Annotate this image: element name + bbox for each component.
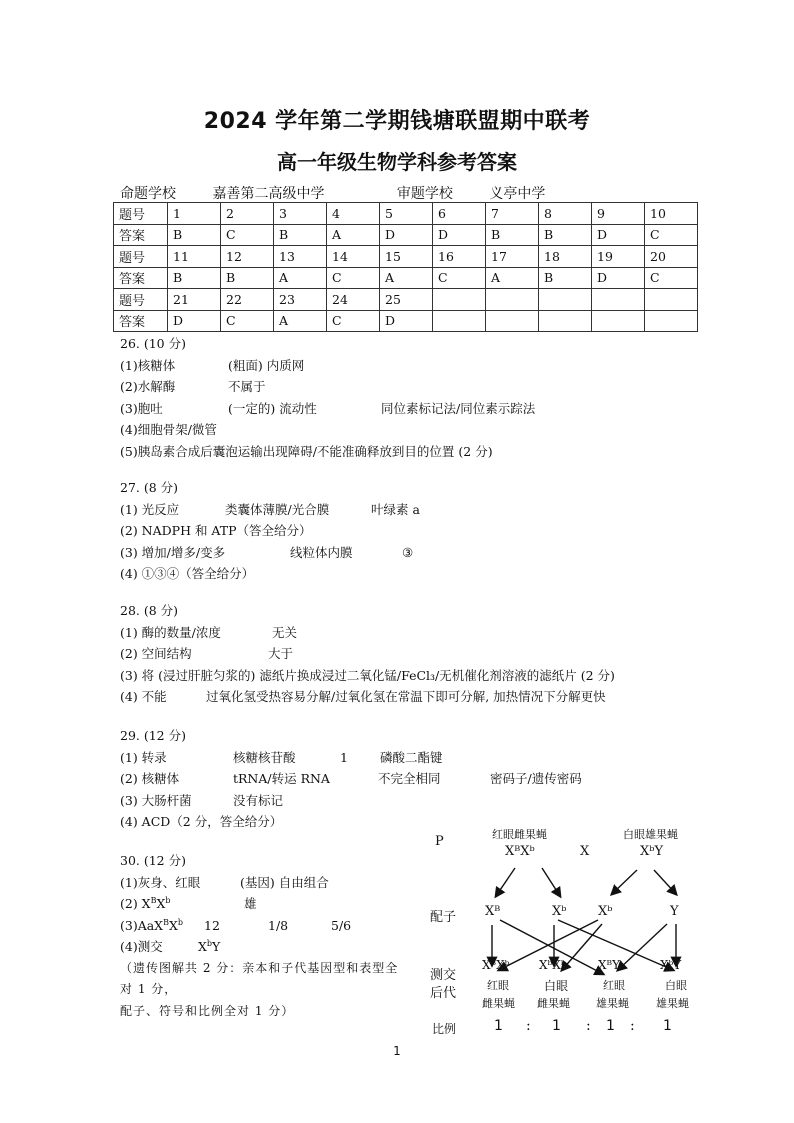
q26-heading: 26. (10 分) [120,336,186,351]
q28-answer: 过氧化氢受热容易分解/过氧化氢在常温下即可分解, 加热情况下分解更快 [206,689,606,704]
q30-heading: 30. (12 分) [120,853,186,868]
q30-answer [120,915,183,937]
q29-answer: tRNA/转运 RNA [233,771,330,786]
genetic-cross-diagram [420,820,710,1040]
ratio-sep: : [526,1018,531,1034]
arrow [542,868,560,896]
q27-answer: 类囊体薄膜/光合膜 [225,501,330,517]
answer-letter: B [486,224,539,246]
row-header: 题号 [114,289,168,311]
q29-answer: (2) 核糖体 [120,771,180,786]
question-number [486,289,539,311]
q27-answer: (4) ①③④（答全给分） [120,566,255,581]
school-info [120,183,545,203]
question-number: 6 [433,203,486,225]
reviewer-school: 义亭中学 [489,186,546,202]
setter-label: 命题学校 [120,186,176,202]
answer-letter: D [380,224,433,246]
answer-letter [486,310,539,332]
offspring-sex: 雄果蝇 [656,997,689,1010]
question-number: 17 [486,246,539,268]
answer-letter [645,310,698,332]
question-number [592,289,645,311]
q26-answer: (1)核糖体 [120,357,176,373]
offspring-eye: 红眼 [487,979,509,992]
answer-letter: D [592,224,645,246]
answer-letter: C [645,267,698,289]
q30-note: （遗传图解共 2 分：亲本和子代基因型和表型全 [120,960,399,975]
question-number: 22 [221,289,274,311]
male-parent-label: 白眼雄果蝇 [623,828,678,841]
question-number: 16 [433,246,486,268]
q30-answer: (基因) 自由组合 [240,874,329,890]
q27-answer: (1) 光反应 [120,501,180,517]
page-title: 2024 学年第二学期钱塘联盟期中联考 [203,109,591,134]
q30-sup: b [177,917,184,927]
answer-letter: B [168,267,221,289]
answer-letter: D [433,224,486,246]
q27-answer: (2) NADPH 和 ATP（答全给分） [120,523,312,538]
offspring-label: 后代 [430,986,457,1001]
answer-letter: A [274,310,327,332]
q29-answer: (3) 大肠杆菌 [120,792,192,808]
question-number: 12 [221,246,274,268]
question-number [433,289,486,311]
ratio-sep: : [630,1018,635,1034]
ratio-value: 1 [663,1018,672,1034]
q30-answer: (1)灰身、红眼 [120,874,201,890]
question-number: 11 [168,246,221,268]
q30-note: 对 1 分， [120,982,178,996]
offspring-sex: 雌果蝇 [537,997,570,1010]
page-number: 1 [393,1044,401,1058]
offspring-genotype: XᵇXᵇ [539,958,566,972]
answer-row [114,224,698,246]
p-label: P [435,834,444,849]
q30-sup: B [163,917,169,927]
ratio-value: 1 [494,1018,503,1034]
q26-answer: (粗面) 内质网 [228,357,305,373]
question-number: 20 [645,246,698,268]
question-number: 14 [327,246,380,268]
question-number: 10 [645,203,698,225]
arrow [612,870,637,894]
question-number: 24 [327,289,380,311]
male-parent-genotype: XᵇY [640,844,664,859]
q29-answer: 核糖核苷酸 [233,749,296,765]
q30-answer: 5/6 [331,917,352,933]
q26-answer: 同位素标记法/同位素示踪法 [381,400,536,416]
q30-answer: 雄 [244,896,257,911]
question-number [645,289,698,311]
q29-answer: 没有标记 [233,792,284,808]
q30-text: (3)AaX [120,917,164,933]
question-number: 7 [486,203,539,225]
answer-letter: B [221,267,274,289]
question-number: 25 [380,289,433,311]
row-header: 答案 [114,224,168,246]
answer-letter: B [539,224,592,246]
offspring-genotype: XᵇY [660,958,682,972]
q26-answer: (一定的) 流动性 [228,400,317,416]
q30-answer [198,936,220,958]
question-number: 8 [539,203,592,225]
q26-answer: (5)胰岛素合成后囊泡运输出现障碍/不能准确释放到目的位置 (2 分) [120,443,493,459]
q29-answer: 密码子/遗传密码 [490,771,582,786]
q26-answer: (3)胞吐 [120,400,163,416]
answer-letter: C [221,310,274,332]
answer-letter [539,310,592,332]
answer-letter: C [433,267,486,289]
row-header: 答案 [114,267,168,289]
arrow [496,868,515,896]
question-number: 2 [221,203,274,225]
row-header: 题号 [114,203,168,225]
q27-answer: (3) 增加/增多/变多 [120,544,226,560]
q28-answer: (1) 酶的数量/浓度 [120,624,221,640]
reviewer-label: 审题学校 [396,186,453,202]
q27-heading: 27. (8 分) [120,480,179,495]
ratio-sep: : [586,1018,591,1034]
q30-sup: b [206,939,213,948]
q30-text: X [198,939,207,954]
offspring-genotype: XᴮY [598,958,621,972]
setter-school: 嘉善第二高级中学 [212,186,325,202]
question-number: 18 [539,246,592,268]
q26-answer: (4)细胞骨架/微管 [120,422,217,437]
question-number: 1 [168,203,221,225]
answer-letter: A [380,267,433,289]
answer-letter [592,310,645,332]
q29-answer: 1 [340,749,348,765]
offspring-label: 测交 [430,968,457,983]
q28-answer: (4) 不能 [120,689,167,704]
ratio-label: 比例 [432,1022,457,1036]
q28-answer: 无关 [272,624,298,640]
answer-letter: D [592,267,645,289]
question-number: 21 [168,289,221,311]
offspring-eye: 白眼 [544,979,569,993]
q30-answer: 1/8 [268,917,289,933]
answer-row [114,267,698,289]
q30-text: (2) X [120,896,151,911]
answer-letter: D [380,310,433,332]
answer-letter: A [486,267,539,289]
question-number: 4 [327,203,380,225]
row-header: 题号 [114,246,168,268]
q30-sup: b [165,896,171,905]
answer-letter: D [168,310,221,332]
answer-table [113,202,698,332]
q30-text: X [156,896,166,911]
gamete: Xᵇ [552,904,567,919]
q26-answer: (2)水解酶 [120,379,176,394]
q28-answer: 大于 [268,646,294,661]
female-parent-genotype: XᴮXᵇ [505,844,535,859]
q30-answer: (4)测交 [120,939,163,954]
offspring-sex: 雄果蝇 [596,997,629,1010]
page-subtitle: 高一年级生物学科参考答案 [277,150,517,174]
row-header: 答案 [114,310,168,332]
answer-letter: C [327,267,380,289]
gamete-label: 配子 [430,910,457,925]
question-number: 5 [380,203,433,225]
answer-letter: C [221,224,274,246]
female-parent-label: 红眼雌果蝇 [492,828,547,841]
q27-answer: 叶绿素 a [371,501,420,517]
q30-sup: B [150,896,157,905]
answer-letter: C [327,310,380,332]
offspring-sex: 雌果蝇 [482,997,515,1010]
question-number: 19 [592,246,645,268]
q28-answer: (2) 空间结构 [120,646,192,661]
question-number [539,289,592,311]
q30-text: Y [212,939,221,954]
answer-letter: A [274,267,327,289]
ratio-value: 1 [552,1018,561,1034]
gamete: Xᵇ [598,904,613,919]
q27-answer: 线粒体内膜 [290,544,353,560]
q29-answer: 磷酸二酯键 [380,749,443,765]
question-number: 13 [274,246,327,268]
question-number: 3 [274,203,327,225]
q29-heading: 29. (12 分) [120,728,186,743]
q29-answer: (4) ACD（2 分，答全给分） [120,814,283,829]
q27-answer: ③ [402,544,414,560]
answer-letter: C [645,224,698,246]
offspring-eye: 白眼 [665,979,687,992]
gamete: Y [670,904,679,919]
question-number-row [114,246,698,268]
gamete: Xᴮ [485,904,501,919]
answer-letter: B [168,224,221,246]
q30-answer: 12 [204,917,220,933]
cross-symbol: X [580,844,590,859]
ratio-value: 1 [606,1018,615,1034]
offspring-eye: 红眼 [603,979,625,992]
arrow [654,870,676,894]
answer-letter: B [274,224,327,246]
question-number: 23 [274,289,327,311]
q26-answer: 不属于 [228,379,266,394]
q29-answer: 不完全相同 [378,771,441,786]
q28-answer: (3) 将 (浸过肝脏匀浆的) 滤纸片换成浸过二氧化锰/FeCl₃/无机催化剂溶液的滤纸片 (2 分) [120,667,615,683]
q28-heading: 28. (8 分) [120,603,179,618]
answer-row [114,310,698,332]
q30-answer [120,893,171,915]
q29-answer: (1) 转录 [120,749,167,765]
q30-note: 配子、符号和比例全对 1 分） [120,1003,295,1018]
answer-letter: A [327,224,380,246]
answer-letter [433,310,486,332]
question-number: 9 [592,203,645,225]
question-number-row [114,289,698,311]
question-number-row [114,203,698,225]
answer-letter: B [539,267,592,289]
question-number: 15 [380,246,433,268]
q30-text: X [168,917,178,933]
offspring-genotype: XᴮXᵇ [482,958,510,972]
